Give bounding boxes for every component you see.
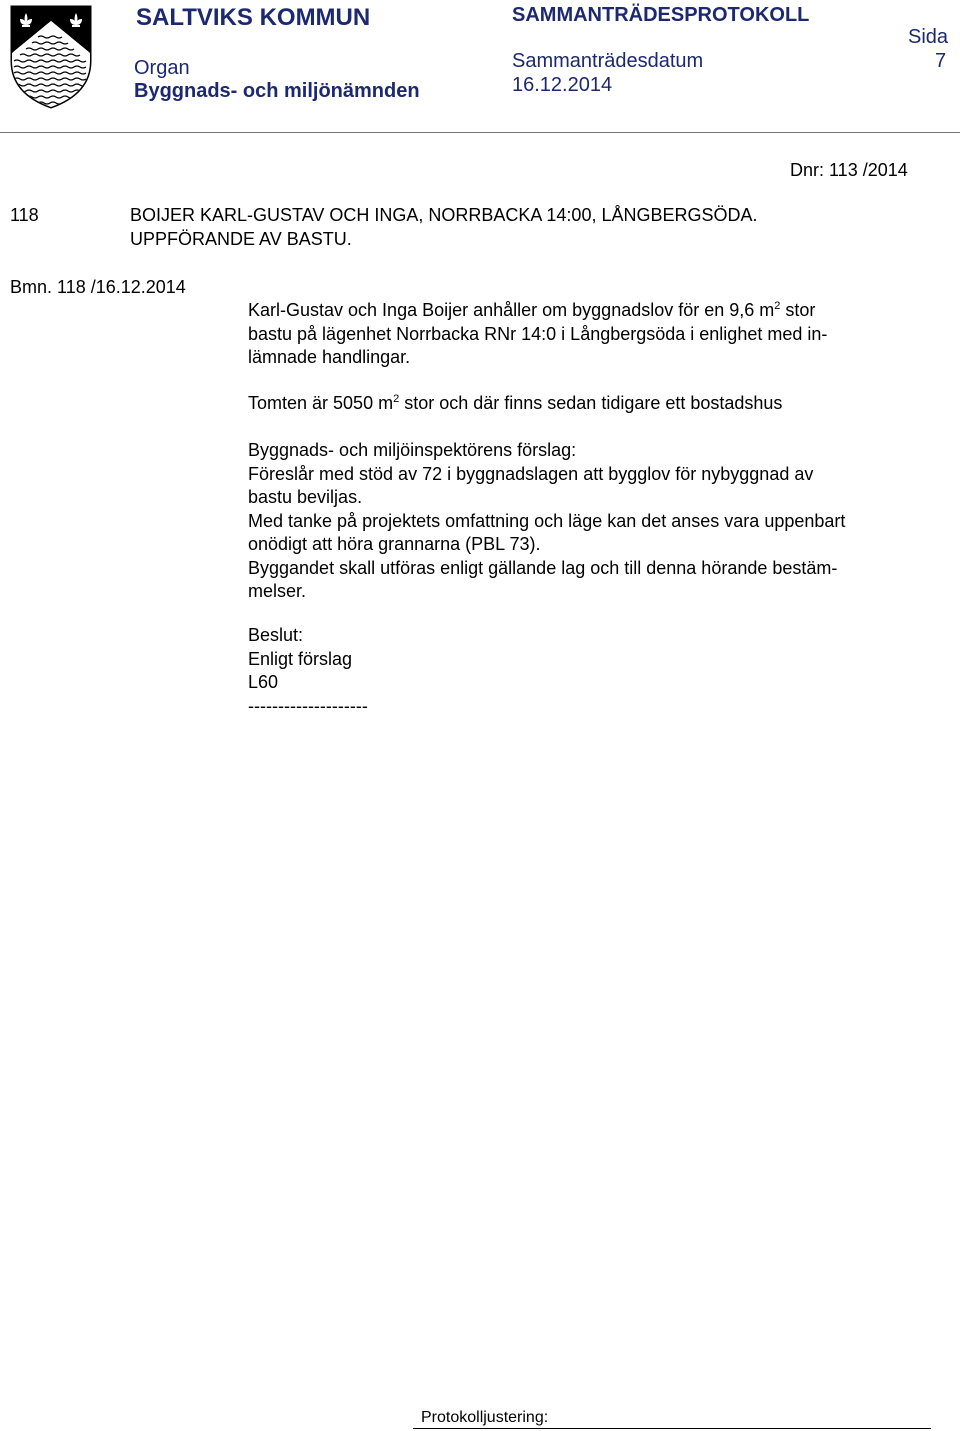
case-dnr: Dnr: 113 /2014 xyxy=(790,160,908,180)
proposal-heading: Byggnads- och miljöinspektörens förslag: xyxy=(248,440,577,460)
decision-text: Enligt förslag xyxy=(248,648,353,669)
application-paragraph xyxy=(248,299,827,370)
case-title-line1: BOIJER KARL-GUSTAV OCH INGA, NORRBACKA 14:00, LÅNGBERGSÖDA. xyxy=(130,205,758,225)
decision-section xyxy=(248,624,368,718)
plot-area-superscript: 2 xyxy=(393,393,400,405)
plot-paragraph xyxy=(248,392,782,416)
application-line2: bastu på lägenhet Norrbacka RNr 14:0 i Långbergsöda i enlighet med in- xyxy=(248,323,828,344)
application-line1-tail: stor xyxy=(780,300,816,320)
application-line3: lämnade handlingar. xyxy=(248,347,411,367)
bmn-reference: Bmn. 118 /16.12.2014 xyxy=(10,277,186,297)
page-label: Sida xyxy=(908,26,949,48)
meeting-date-label: Sammanträdesdatum xyxy=(512,50,704,72)
plot-text-tail: stor och där finns sedan tidigare ett bostadshus xyxy=(399,393,783,413)
header-divider xyxy=(0,132,960,133)
protocol-title: SAMMANTRÄDESPROTOKOLL xyxy=(512,4,810,26)
proposal-line: melser. xyxy=(248,581,307,601)
plot-text: Tomten är 5050 m xyxy=(248,393,394,413)
protocol-check-line xyxy=(413,1428,931,1429)
application-line1 xyxy=(248,299,827,323)
decision-heading: Beslut: xyxy=(248,625,304,645)
proposal-line: onödigt att höra grannarna (PBL 73). xyxy=(248,534,541,554)
proposal-line: bastu beviljas. xyxy=(248,487,363,507)
proposal-line: Föreslår med stöd av 72 i byggnadslagen att bygglov för nybyggnad av xyxy=(248,463,814,484)
coat-of-arms-logo xyxy=(8,3,94,111)
municipality-name: SALTVIKS KOMMUN xyxy=(136,4,371,31)
organ-name: Byggnads- och miljönämnden xyxy=(134,80,420,102)
area-unit-superscript: 2 xyxy=(774,300,781,312)
decision-separator: -------------------- xyxy=(248,695,368,716)
page-number: 7 xyxy=(935,50,947,72)
application-line1-text: Karl-Gustav och Inga Boijer anhåller om byggnadslov för en 9,6 m xyxy=(248,300,775,320)
proposal-line: Med tanke på projektets omfattning och läge kan det anses vara uppenbart xyxy=(248,510,846,531)
case-title-line2: UPPFÖRANDE AV BASTU. xyxy=(130,229,352,249)
protocol-check-label: Protokolljustering: xyxy=(421,1409,549,1426)
meeting-date: 16.12.2014 xyxy=(512,74,613,96)
section-number: 118 xyxy=(10,205,39,225)
proposal-section xyxy=(248,439,845,604)
decision-code: L60 xyxy=(248,672,279,692)
organ-label: Organ xyxy=(134,57,190,79)
proposal-line: Byggandet skall utföras enligt gällande lag och till denna hörande bestäm- xyxy=(248,557,838,578)
